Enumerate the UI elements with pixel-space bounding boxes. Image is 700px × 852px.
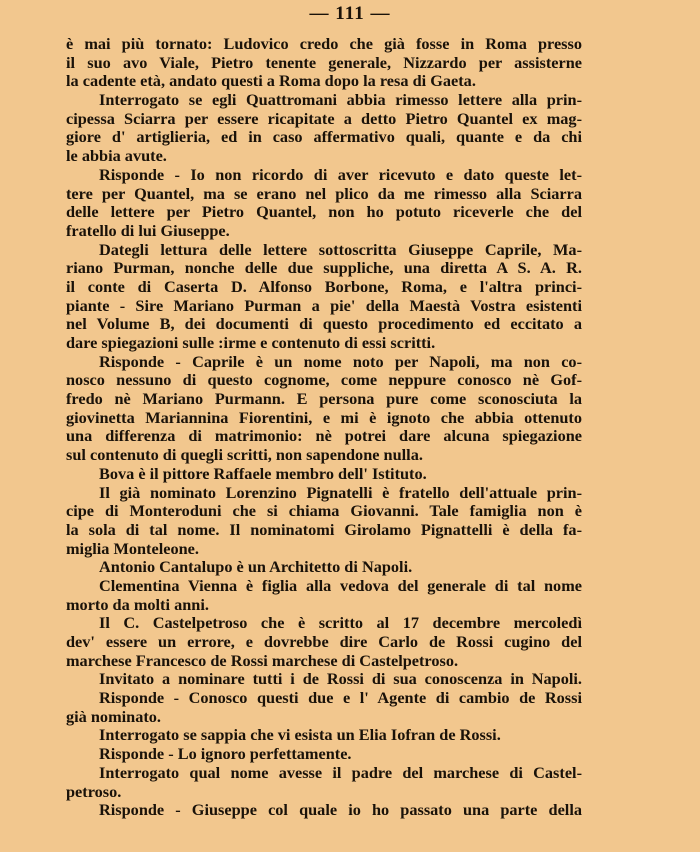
text-line: il conte di Caserta D. Alfonso Borbone, Roma, e l'altra princi- xyxy=(66,277,582,296)
text-line: il suo avo Viale, Pietro tenente generale, Nizzardo per assisterne xyxy=(66,53,582,72)
text-line: la cadente età, andato questi a Roma dopo la resa di Gaeta. xyxy=(66,72,476,91)
text-line: Il già nominato Lorenzino Pignatelli è fratello dell'attuale prin- xyxy=(99,483,582,502)
text-line: le abbia avute. xyxy=(66,147,167,166)
text-line: Risponde - Lo ignoro perfettamente. xyxy=(99,745,352,764)
text-line: Dategli lettura delle lettere sottoscritta Giuseppe Caprile, Ma- xyxy=(99,240,582,259)
text-line: Il C. Castelpetroso che è scritto al 17 decembre mercoledì xyxy=(99,614,582,633)
text-line: fratello di lui Giuseppe. xyxy=(66,221,230,240)
text-line: petroso. xyxy=(66,782,122,801)
text-line: tere per Quantel, ma se erano nel plico da me rimesso alla Sciarra xyxy=(66,184,582,203)
text-line: piante - Sire Mariano Purman a pie' della Maestà Vostra esistenti xyxy=(66,296,582,315)
text-line: delle lettere per Pietro Quantel, non ho potuto riceverle che del xyxy=(66,203,582,222)
text-line: morto da molti anni. xyxy=(66,595,209,614)
text-line: Antonio Cantalupo è un Architetto di Napoli. xyxy=(99,558,413,577)
text-line: già nominato. xyxy=(66,707,161,726)
text-line: cipessa Sciarra per essere ricapitate a detto Pietro Quantel ex mag- xyxy=(66,109,582,128)
text-line: Clementina Vienna è figlia alla vedova del generale di tal nome xyxy=(99,576,582,595)
text-line: giovinetta Mariannina Fiorentini, e mi è ignoto che abbia ottenuto xyxy=(66,408,582,427)
text-line: la sola di tal nome. Il nominatomi Girolamo Pignattelli è della fa- xyxy=(66,520,582,539)
text-line: una differenza di matrimonio: nè potrei dare alcuna spiegazione xyxy=(66,427,582,446)
text-line: è mai più tornato: Ludovico credo che già fosse in Roma presso xyxy=(66,35,582,53)
text-line: Risponde - Giuseppe col quale io ho passato una parte della xyxy=(99,801,582,820)
text-line: dare spiegazioni sulle :irme e contenuto di essi scritti. xyxy=(66,334,436,352)
text-line: Risponde - Conosco questi due e l' Agente di cambio de Rossi xyxy=(99,689,582,708)
text-line: marchese Francesco de Rossi marchese di Castelpetroso. xyxy=(66,651,459,670)
text-line: Interrogato se sappia che vi esista un Elia Iofran de Rossi. xyxy=(99,726,501,745)
text-line: dev' essere un errore, e dovrebbe dire Carlo de Rossi cugino del xyxy=(66,633,582,651)
text-line: miglia Monteleone. xyxy=(66,539,199,558)
page-number: — 111 — xyxy=(309,3,391,24)
text-line: Risponde - Io non ricordo di aver ricevuto e dato queste let- xyxy=(99,165,582,184)
text-line: Bova è il pittore Raffaele membro dell' Istituto. xyxy=(99,464,427,483)
text-line: giore d' artiglieria, ed in caso affermativo quali, quante e da chi xyxy=(66,128,582,147)
text-line: nel Volume B, dei documenti di questo procedimento ed eccitato a xyxy=(66,315,582,334)
text-line: nosco nessuno di questo cognome, come neppure conosco nè Gof- xyxy=(66,371,582,390)
text-line: Invitato a nominare tutti i de Rossi di sua conoscenza in Napoli. xyxy=(99,670,582,689)
text-line: sul contenuto di quegli scritti, non sapendone nulla. xyxy=(66,446,423,465)
body-text xyxy=(66,35,582,820)
text-line: fredo nè Mariano Purmann. E persona pure come sconosciuta la xyxy=(66,390,582,409)
text-line: Interrogato qual nome avesse il padre del marchese di Castel- xyxy=(99,763,582,782)
text-line: riano Purman, nonche delle due suppliche, una diretta A S. A. R. xyxy=(66,259,582,278)
text-line: cipe di Monteroduni che si chiama Giovanni. Tale famiglia non è xyxy=(66,502,582,521)
text-line: Risponde - Caprile è un nome noto per Napoli, ma non co- xyxy=(99,352,582,371)
text-line: Interrogato se egli Quattromani abbia rimesso lettere alla prin- xyxy=(99,91,582,110)
